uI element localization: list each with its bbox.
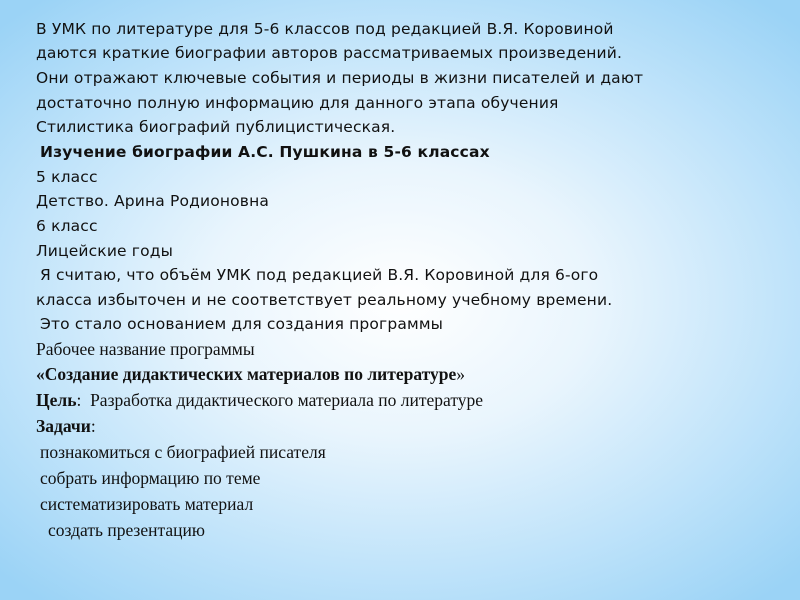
working-title-label: Рабочее название программы (36, 339, 255, 359)
program-title-open-quote: « (36, 364, 45, 384)
task-item: познакомиться с биографией писателя (40, 442, 326, 462)
intro-line-4: достаточно полную информацию для данного этапа обучения (36, 94, 559, 112)
intro-line-2: даются краткие биографии авторов рассматриваемых произведений. (36, 44, 623, 62)
intro-line-3: Они отражают ключевые события и периоды в жизни писателей и дают (36, 69, 644, 87)
grade-6-label: 6 класс (36, 217, 98, 235)
intro-line-1: В УМК по литературе для 5-6 классов под редакцией В.Я. Коровиной (36, 20, 614, 38)
task-item: собрать информацию по теме (40, 468, 261, 488)
task-item: систематизировать материал (40, 494, 254, 514)
tasks-label: Задачи (36, 416, 91, 436)
tasks-separator: : (90, 416, 96, 436)
grade-5-topic: Детство. Арина Родионовна (36, 192, 270, 210)
study-heading: Изучение биографии А.С. Пушкина в 5-6 классах (40, 143, 490, 161)
task-item: создать презентацию (48, 520, 205, 540)
goal-label: Цель (36, 390, 77, 410)
opinion-line-2: класса избыточен и не соответствует реальному учебному времени. (36, 291, 613, 309)
goal-line (36, 390, 483, 411)
goal-text: Разработка дидактического материала по литературе (81, 390, 484, 410)
opinion-line-3: Это стало основанием для создания программы (40, 315, 444, 333)
grade-5-label: 5 класс (36, 168, 98, 186)
intro-line-5: Стилистика биографий публицистическая. (36, 118, 396, 136)
program-title: Создание дидактических материалов по литературе (44, 364, 457, 384)
tasks-line (36, 416, 96, 437)
grade-6-topic: Лицейские годы (36, 242, 173, 260)
program-title-close-quote: » (456, 364, 465, 384)
program-title-line (36, 364, 465, 385)
opinion-line-1: Я считаю, что объём УМК под редакцией В.Я. Коровиной для 6-ого (40, 266, 599, 284)
goal-separator: : (76, 390, 82, 410)
